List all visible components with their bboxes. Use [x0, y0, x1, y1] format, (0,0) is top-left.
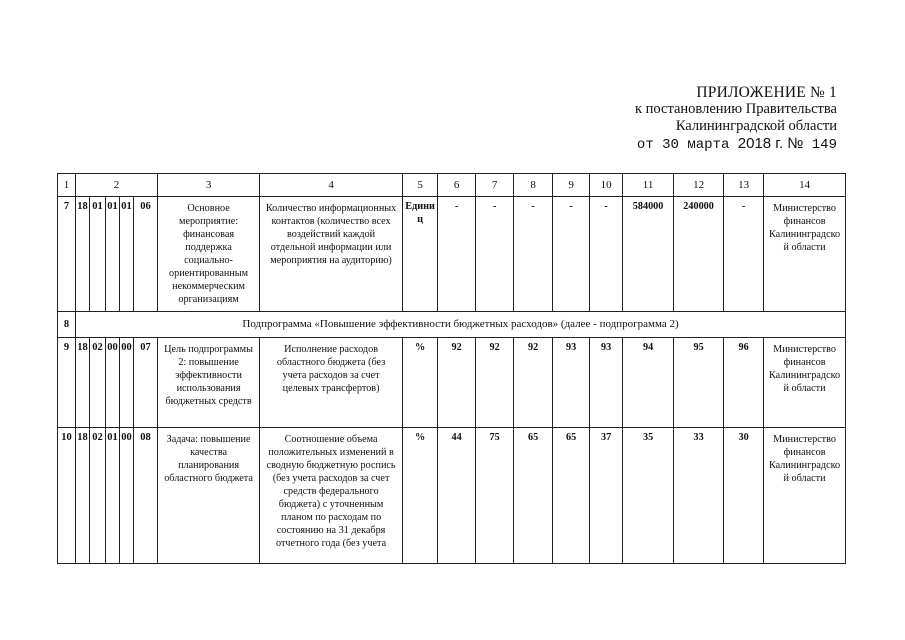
- date-number-line: [635, 135, 837, 154]
- value-cell: -: [438, 197, 476, 312]
- value-cell: 93: [590, 338, 623, 428]
- indicators-table: [57, 173, 846, 564]
- date-prefix: от: [636, 137, 654, 153]
- measure-name: Задача: повышение качества планирования областного бюджета: [158, 428, 260, 564]
- col-header: 10: [590, 174, 623, 197]
- unit-cell: %: [403, 338, 438, 428]
- col-header: 12: [674, 174, 724, 197]
- code-cell: 01: [90, 197, 106, 312]
- value-cell: 92: [476, 338, 514, 428]
- col-header: 6: [438, 174, 476, 197]
- document-header: [635, 84, 837, 154]
- col-header: 7: [476, 174, 514, 197]
- col-header: 1: [58, 174, 76, 197]
- row-number: 10: [58, 428, 76, 564]
- unit-cell: Единиц: [403, 197, 438, 312]
- row-number: 8: [58, 312, 76, 338]
- region-line: Калининградской области: [675, 118, 837, 134]
- col-header: 8: [514, 174, 553, 197]
- value-cell: 94: [623, 338, 674, 428]
- col-header: 5: [403, 174, 438, 197]
- code-cell: 00: [106, 338, 120, 428]
- value-cell: 96: [724, 338, 764, 428]
- value-cell: 65: [553, 428, 590, 564]
- value-cell: 240000: [674, 197, 724, 312]
- code-cell: 02: [90, 338, 106, 428]
- value-cell: 33: [674, 428, 724, 564]
- column-header-row: [58, 174, 846, 197]
- value-cell: 44: [438, 428, 476, 564]
- code-cell: 07: [134, 338, 158, 428]
- code-cell: 01: [106, 197, 120, 312]
- col-header: 9: [553, 174, 590, 197]
- code-cell: 18: [76, 197, 90, 312]
- code-cell: 06: [134, 197, 158, 312]
- code-cell: 18: [76, 428, 90, 564]
- value-cell: 75: [476, 428, 514, 564]
- col-header: 11: [623, 174, 674, 197]
- value-cell: 93: [553, 338, 590, 428]
- col-header: 4: [260, 174, 403, 197]
- resolution-line: к постановлению Правительства: [635, 101, 837, 117]
- value-cell: 92: [514, 338, 553, 428]
- value-cell: -: [590, 197, 623, 312]
- value-cell: 30: [724, 428, 764, 564]
- date-text: 30 марта: [662, 137, 730, 153]
- unit-cell: %: [403, 428, 438, 564]
- value-cell: 92: [438, 338, 476, 428]
- code-cell: 00: [120, 338, 134, 428]
- year-text: 2018 г. №: [737, 135, 804, 152]
- value-cell: -: [476, 197, 514, 312]
- indicator-name: Соотношение объема положительных изменений в сводную бюджетную роспись (без учета расходов за счет средств федерального бюджета) с уточненным планом по расходам по состоянию на 31 декабря отчетного года (без учета: [260, 428, 403, 564]
- document-number: 149: [811, 137, 837, 153]
- row-number: 9: [58, 338, 76, 428]
- measure-name: Основное мероприятие: финансовая поддержка социально-ориентированным некоммерческим организациям: [158, 197, 260, 312]
- measure-name: Цель подпрограммы 2: повышение эффективности использования бюджетных средств: [158, 338, 260, 428]
- value-cell: 65: [514, 428, 553, 564]
- code-cell: 02: [90, 428, 106, 564]
- code-cell: 00: [120, 428, 134, 564]
- table-row: [58, 338, 846, 428]
- subprogram-title: Подпрограмма «Повышение эффективности бюджетных расходов» (далее - подпрограмма 2): [76, 312, 846, 338]
- subprogram-row: [58, 312, 846, 338]
- code-cell: 08: [134, 428, 158, 564]
- responsible-cell: Министерство финансов Калининградской области: [764, 338, 846, 428]
- value-cell: 584000: [623, 197, 674, 312]
- value-cell: -: [724, 197, 764, 312]
- code-cell: 18: [76, 338, 90, 428]
- col-header: 14: [764, 174, 846, 197]
- value-cell: -: [553, 197, 590, 312]
- code-cell: 01: [120, 197, 134, 312]
- responsible-cell: Министерство финансов Калининградской области: [764, 197, 846, 312]
- row-number: 7: [58, 197, 76, 312]
- code-cell: 01: [106, 428, 120, 564]
- value-cell: 37: [590, 428, 623, 564]
- table-row: [58, 197, 846, 312]
- responsible-cell: Министерство финансов Калининградской области: [764, 428, 846, 564]
- col-header: 3: [158, 174, 260, 197]
- col-header: 2: [76, 174, 158, 197]
- indicator-name: Исполнение расходов областного бюджета (без учета расходов за счет целевых трансфертов): [260, 338, 403, 428]
- value-cell: 95: [674, 338, 724, 428]
- table-row: [58, 428, 846, 564]
- indicator-name: Количество информационных контактов (количество всех воздействий каждой отдельной информации или мероприятия на аудиторию): [260, 197, 403, 312]
- value-cell: -: [514, 197, 553, 312]
- value-cell: 35: [623, 428, 674, 564]
- col-header: 13: [724, 174, 764, 197]
- appendix-title: ПРИЛОЖЕНИЕ № 1: [696, 84, 837, 101]
